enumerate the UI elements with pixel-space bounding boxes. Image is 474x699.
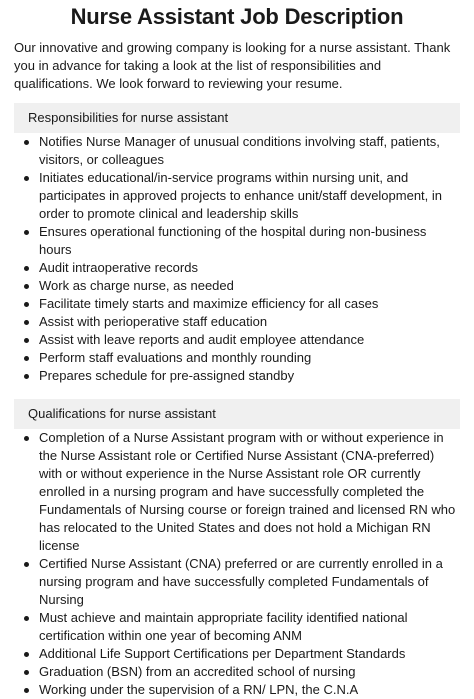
- responsibilities-list: [14, 133, 460, 385]
- list-item: Facilitate timely starts and maximize efficiency for all cases: [14, 295, 460, 313]
- list-item: Additional Life Support Certifications per Department Standards: [14, 645, 460, 663]
- list-item: Notifies Nurse Manager of unusual conditions involving staff, patients, visitors, or colleagues: [14, 133, 460, 169]
- list-item: Graduation (BSN) from an accredited school of nursing: [14, 663, 460, 681]
- page-title: Nurse Assistant Job Description: [70, 4, 404, 29]
- list-item: Perform staff evaluations and monthly rounding: [14, 349, 460, 367]
- list-item: Ensures operational functioning of the hospital during non-business hours: [14, 223, 460, 259]
- responsibilities-header: Responsibilities for nurse assistant: [14, 103, 460, 133]
- intro-paragraph: Our innovative and growing company is looking for a nurse assistant. Thank you in advance for taking a look at the list of responsibilities and qualifications. We look forward to reviewing your resume.: [14, 40, 451, 91]
- list-item: Certified Nurse Assistant (CNA) preferred or are currently enrolled in a nursing program and have successfully completed Fundamentals of Nursing: [14, 555, 460, 609]
- list-item: Initiates educational/in-service programs within nursing unit, and participates in approved projects to enhance unit/staff development, in order to promote clinical and leadership skills: [14, 169, 460, 223]
- list-item: Work as charge nurse, as needed: [14, 277, 460, 295]
- list-item: Completion of a Nurse Assistant program with or without experience in the Nurse Assistant role or Certified Nurse Assistant (CNA-preferred) with or without experience in the Nurse Assistant role OR currently enrolled in a nursing program and have successfully completed the Fundamentals of Nursing course or foreign trained and licensed RN who has relocated to the United States and does not hold a Michigan RN license: [14, 429, 460, 555]
- list-item: Audit intraoperative records: [14, 259, 460, 277]
- list-item: Prepares schedule for pre-assigned standby: [14, 367, 460, 385]
- qualifications-header: Qualifications for nurse assistant: [14, 399, 460, 429]
- list-item: Assist with perioperative staff education: [14, 313, 460, 331]
- list-item: Working under the supervision of a RN/ LPN, the C.N.A: [14, 681, 460, 699]
- list-item: Must achieve and maintain appropriate facility identified national certification within one year of becoming ANM: [14, 609, 460, 645]
- list-item: Assist with leave reports and audit employee attendance: [14, 331, 460, 349]
- qualifications-list: [14, 429, 460, 699]
